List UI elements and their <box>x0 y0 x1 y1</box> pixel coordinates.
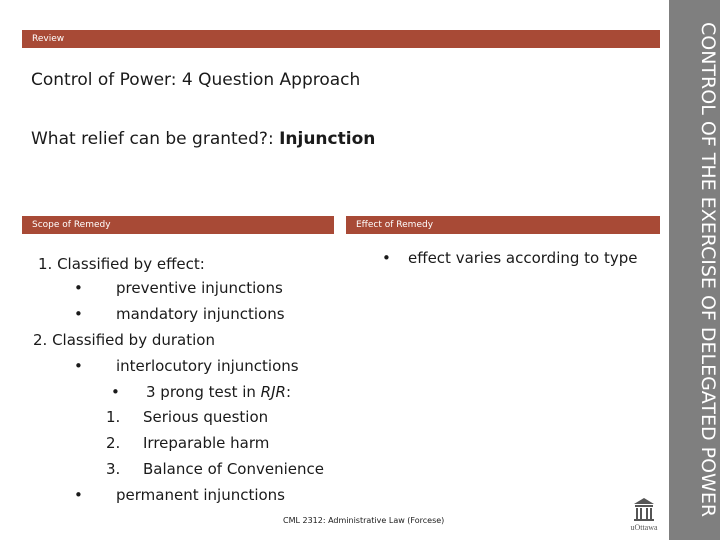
bullet-1b: • <box>74 305 83 323</box>
test-item-1: Serious question <box>143 408 269 426</box>
bullet-1a: • <box>74 279 83 297</box>
page-title: Control of Power: 4 Question Approach <box>31 70 361 90</box>
test-suffix: : <box>285 383 292 401</box>
side-title: CONTROL OF THE EXERCISE OF DELEGATED POWER <box>697 22 719 518</box>
scope-line-1b: mandatory injunctions <box>116 305 285 323</box>
effect-bullet-text: effect varies according to type <box>408 249 638 267</box>
effect-header <box>346 216 660 234</box>
scope-header <box>22 216 334 234</box>
bullet-test: • <box>111 383 120 401</box>
building-icon <box>624 496 664 532</box>
test-item-2: Irreparable harm <box>143 434 270 452</box>
scope-line-1a: preventive injunctions <box>116 279 283 297</box>
test-prefix: 3 prong test in <box>146 383 261 401</box>
effect-label: Effect of Remedy <box>356 220 434 230</box>
question-prefix: What relief can be granted?: <box>31 129 280 149</box>
test-num-2: 2. <box>106 434 121 452</box>
uottawa-logo <box>624 496 664 532</box>
scope-line-2b: permanent injunctions <box>116 486 285 504</box>
question-heading <box>31 129 375 149</box>
scope-label: Scope of Remedy <box>32 220 111 230</box>
test-case-name: RJR <box>260 383 286 401</box>
footer: CML 2312: Administrative Law (Forcese) <box>283 516 445 525</box>
bullet-2a: • <box>74 357 83 375</box>
logo-text: uOttawa <box>630 523 658 532</box>
effect-bullet-glyph: • <box>382 249 391 267</box>
scope-line-1: 1. Classified by effect: <box>38 255 205 273</box>
review-bar <box>22 30 660 48</box>
scope-test-line <box>146 382 291 402</box>
test-num-1: 1. <box>106 408 121 426</box>
bullet-2b: • <box>74 486 83 504</box>
review-label: Review <box>32 34 65 44</box>
question-answer: Injunction <box>279 129 376 149</box>
test-item-3: Balance of Convenience <box>143 460 324 478</box>
scope-line-2: 2. Classified by duration <box>33 331 215 349</box>
test-num-3: 3. <box>106 460 121 478</box>
scope-line-2a: interlocutory injunctions <box>116 357 299 375</box>
